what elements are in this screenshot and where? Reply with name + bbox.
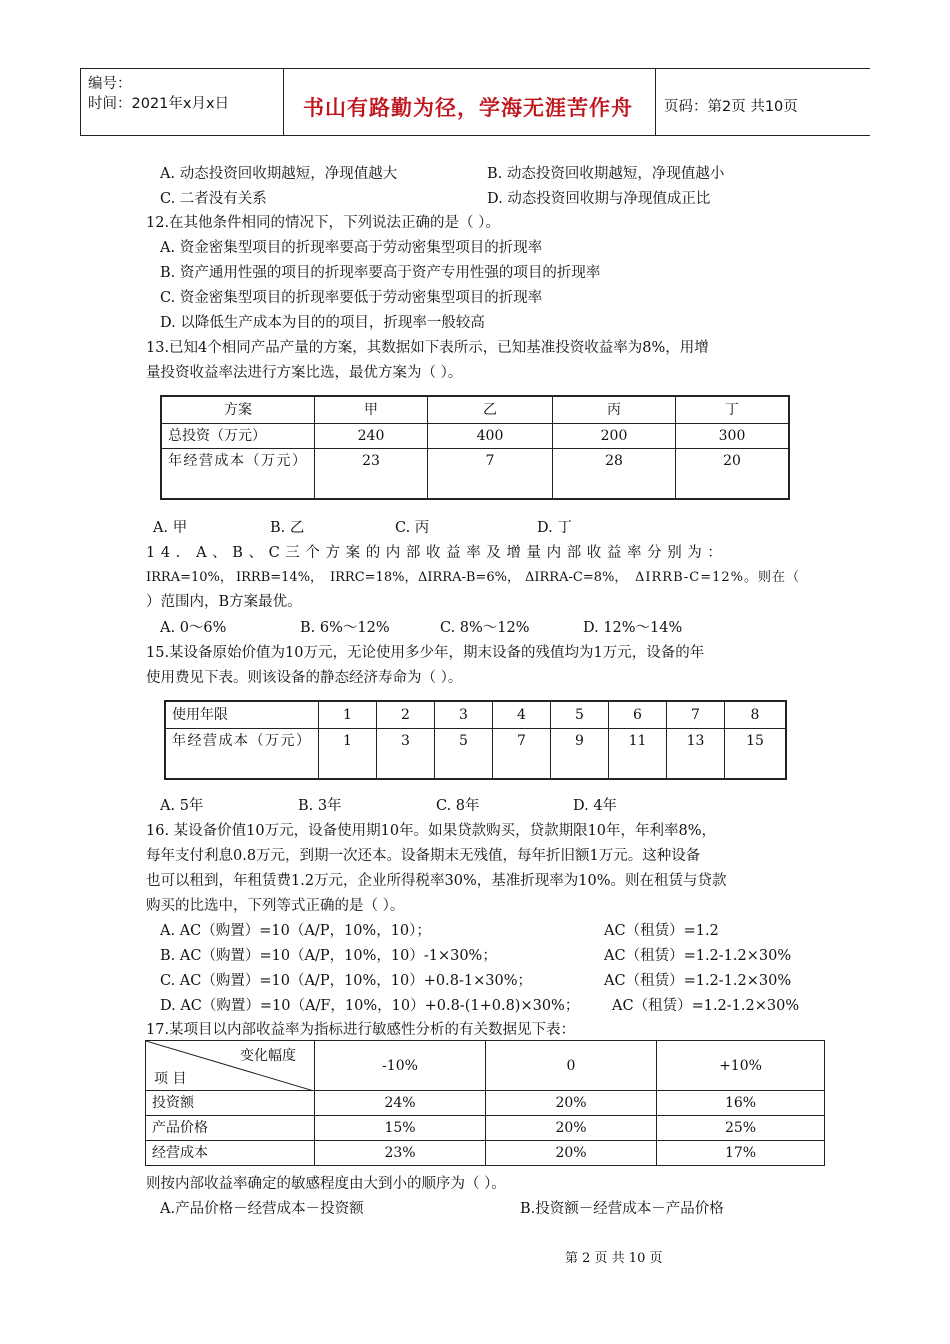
q14-stem-line3: ）范围内，B方案最优。 xyxy=(146,594,302,610)
q17-stem: 17.某项目以内部收益率为指标进行敏感性分析的有关数据见下表： xyxy=(146,1022,576,1038)
q17-corner-cell xyxy=(146,1041,315,1091)
q11-option-b: B. 动态投资回收期越短，净现值越小 xyxy=(487,166,725,182)
q13-table xyxy=(160,395,790,500)
q15-cost: 15 xyxy=(725,729,787,779)
q17-table xyxy=(145,1040,825,1166)
q13-cell: 240 xyxy=(315,424,428,449)
q13-stem-line1: 13.已知4个相同产品产量的方案，其数据如下表所示，已知基准投资收益率为8%，用增 xyxy=(146,340,709,356)
q14-option-d: D. 12%～14% xyxy=(583,620,683,636)
q16-stem-line2: 每年支付利息0.8万元，到期一次还本。设备期末无残值，每年折旧额1万元。这种设备 xyxy=(146,848,701,864)
q17-cell: 23% xyxy=(315,1141,486,1166)
q12-option-c: C. 资金密集型项目的折现率要低于劳动密集型项目的折现率 xyxy=(160,290,543,306)
q13-stem-line2: 量投资收益率法进行方案比选，最优方案为（ ）。 xyxy=(146,365,463,381)
q17-corner-top: 变化幅度 xyxy=(240,1048,296,1064)
header-number-label: 编号： xyxy=(88,76,132,92)
q15-year: 7 xyxy=(667,701,725,729)
q17-cell: 16% xyxy=(657,1091,825,1116)
q15-table xyxy=(164,700,787,780)
q15-year: 1 xyxy=(319,701,377,729)
q13-header-yi: 乙 xyxy=(428,396,553,424)
q15-year: 6 xyxy=(609,701,667,729)
q15-year: 4 xyxy=(493,701,551,729)
q14-stem-line1: 14. A、B、C三个方案的内部收益率及增量内部收益率分别为： xyxy=(146,545,728,561)
q13-header-ding: 丁 xyxy=(676,396,790,424)
q13-cell: 20 xyxy=(676,449,790,499)
q13-cell: 200 xyxy=(553,424,676,449)
header-divider-2 xyxy=(655,68,656,136)
q17-corner-bottom: 项 目 xyxy=(154,1071,187,1087)
q13-option-c: C. 丙 xyxy=(395,520,430,536)
q14-irr-a: IRRA=10%， xyxy=(146,570,233,585)
q17-cell: 20% xyxy=(486,1116,657,1141)
q12-stem: 12.在其他条件相同的情况下，下列说法正确的是（ ）。 xyxy=(146,215,500,231)
q17-option-a: A.产品价格－经营成本－投资额 xyxy=(160,1201,364,1217)
q13-cell: 7 xyxy=(428,449,553,499)
q15-years-label: 使用年限 xyxy=(165,701,319,729)
q15-option-a: A. 5年 xyxy=(160,798,204,814)
q13-option-b: B. 乙 xyxy=(270,520,305,536)
q13-header-jia: 甲 xyxy=(315,396,428,424)
q15-cost: 13 xyxy=(667,729,725,779)
q15-year: 2 xyxy=(377,701,435,729)
q15-cost: 3 xyxy=(377,729,435,779)
q17-row-label: 投资额 xyxy=(146,1091,315,1116)
q15-year: 3 xyxy=(435,701,493,729)
q17-row-label: 产品价格 xyxy=(146,1116,315,1141)
q12-option-b: B. 资产通用性强的项目的折现率要高于资产专用性强的项目的折现率 xyxy=(160,265,601,281)
q16-option-c-right: AC（租赁）=1.2-1.2×30% xyxy=(604,973,792,989)
header-page-label: 页码：第2页 共10页 xyxy=(664,99,798,115)
header-divider-1 xyxy=(283,68,284,136)
q13-cell: 400 xyxy=(428,424,553,449)
q15-option-b: B. 3年 xyxy=(298,798,342,814)
q14-delta-bc: ΔIRRB-C=12%。则在（ xyxy=(635,570,801,585)
q15-year: 5 xyxy=(551,701,609,729)
q14-delta-ac: ΔIRRA-C=8%， xyxy=(525,570,628,585)
q15-stem-line1: 15.某设备原始价值为10万元，无论使用多少年，期末设备的残值均为1万元，设备的年 xyxy=(146,645,705,661)
q15-cost-label: 年经营成本（万元） xyxy=(172,733,312,749)
q15-cost: 7 xyxy=(493,729,551,779)
q17-cell: 24% xyxy=(315,1091,486,1116)
q13-cell: 300 xyxy=(676,424,790,449)
q16-option-c-left: C. AC（购置）=10（A/P，10%，10）+0.8-1×30%； xyxy=(160,973,532,989)
q17-header-zero: 0 xyxy=(486,1041,657,1091)
header-bottom-rule xyxy=(80,135,870,136)
header-motto: 书山有路勤为径，学海无涯苦作舟 xyxy=(303,96,633,120)
q17-header-plus10: +10% xyxy=(657,1041,825,1091)
q13-option-d: D. 丁 xyxy=(537,520,572,536)
q12-option-d: D. 以降低生产成本为目的的项目，折现率一般较高 xyxy=(160,315,485,331)
q13-header-scheme: 方案 xyxy=(161,396,315,424)
q16-option-a-right: AC（租赁）=1.2 xyxy=(604,923,719,939)
q14-irr-b: IRRB=14%， xyxy=(236,570,324,585)
q15-cost: 1 xyxy=(319,729,377,779)
q13-cell: 23 xyxy=(315,449,428,499)
header-left-border xyxy=(80,68,81,136)
q13-option-a: A. 甲 xyxy=(153,520,188,536)
q16-option-d-left: D. AC（购置）=10（A/F，10%，10）+0.8-(1+0.8)×30%； xyxy=(160,998,580,1014)
q16-option-b-left: B. AC（购置）=10（A/P，10%，10）-1×30%； xyxy=(160,948,497,964)
q17-row-label: 经营成本 xyxy=(146,1141,315,1166)
q17-option-b: B.投资额－经营成本－产品价格 xyxy=(520,1201,724,1217)
page-footer: 第 2 页 共 10 页 xyxy=(565,1251,663,1266)
q13-row-investment-label: 总投资（万元） xyxy=(161,424,315,449)
q13-cell: 28 xyxy=(553,449,676,499)
q16-option-d-right: AC（租赁）=1.2-1.2×30% xyxy=(612,998,800,1014)
q15-option-d: D. 4年 xyxy=(573,798,618,814)
header-time-label: 时间：2021年x月x日 xyxy=(88,96,230,112)
q16-stem-line3: 也可以租到，年租赁费1.2万元，企业所得税率30%，基准折现率为10%。则在租赁与贷款 xyxy=(146,873,727,889)
q13-header-bing: 丙 xyxy=(553,396,676,424)
q17-header-minus10: -10% xyxy=(315,1041,486,1091)
q16-option-a-left: A. AC（购置）=10（A/P，10%，10）； xyxy=(160,923,431,939)
q11-option-a: A. 动态投资回收期越短，净现值越大 xyxy=(160,166,398,182)
q13-row-cost-label: 年经营成本（万元） xyxy=(168,453,308,469)
q11-option-d: D. 动态投资回收期与净现值成正比 xyxy=(487,191,711,207)
q14-irr-c: IRRC=18%， xyxy=(330,570,418,585)
q15-cost: 11 xyxy=(609,729,667,779)
q15-cost: 9 xyxy=(551,729,609,779)
q12-option-a: A. 资金密集型项目的折现率要高于劳动密集型项目的折现率 xyxy=(160,240,543,256)
q15-cost: 5 xyxy=(435,729,493,779)
q16-stem-line1: 16. 某设备价值10万元，设备使用期10年。如果贷款购买，贷款期限10年，年利率8%， xyxy=(146,823,717,839)
q16-option-b-right: AC（租赁）=1.2-1.2×30% xyxy=(604,948,792,964)
q14-option-b: B. 6%～12% xyxy=(300,620,390,636)
q17-cell: 25% xyxy=(657,1116,825,1141)
header-top-rule xyxy=(80,68,870,69)
q17-cell: 15% xyxy=(315,1116,486,1141)
q16-stem-line4: 购买的比选中，下列等式正确的是（ ）。 xyxy=(146,898,405,914)
q15-stem-line2: 使用费见下表。则该设备的静态经济寿命为（ ）。 xyxy=(146,670,463,686)
q14-delta-ab: ΔIRRA-B=6%， xyxy=(418,570,520,585)
q14-option-a: A. 0～6% xyxy=(160,620,227,636)
q17-cell: 17% xyxy=(657,1141,825,1166)
q17-cell: 20% xyxy=(486,1091,657,1116)
q11-option-c: C. 二者没有关系 xyxy=(160,191,267,207)
q15-year: 8 xyxy=(725,701,787,729)
q14-option-c: C. 8%～12% xyxy=(440,620,530,636)
q15-option-c: C. 8年 xyxy=(436,798,480,814)
q17-after-text: 则按内部收益率确定的敏感程度由大到小的顺序为（ ）。 xyxy=(146,1176,506,1192)
q17-cell: 20% xyxy=(486,1141,657,1166)
